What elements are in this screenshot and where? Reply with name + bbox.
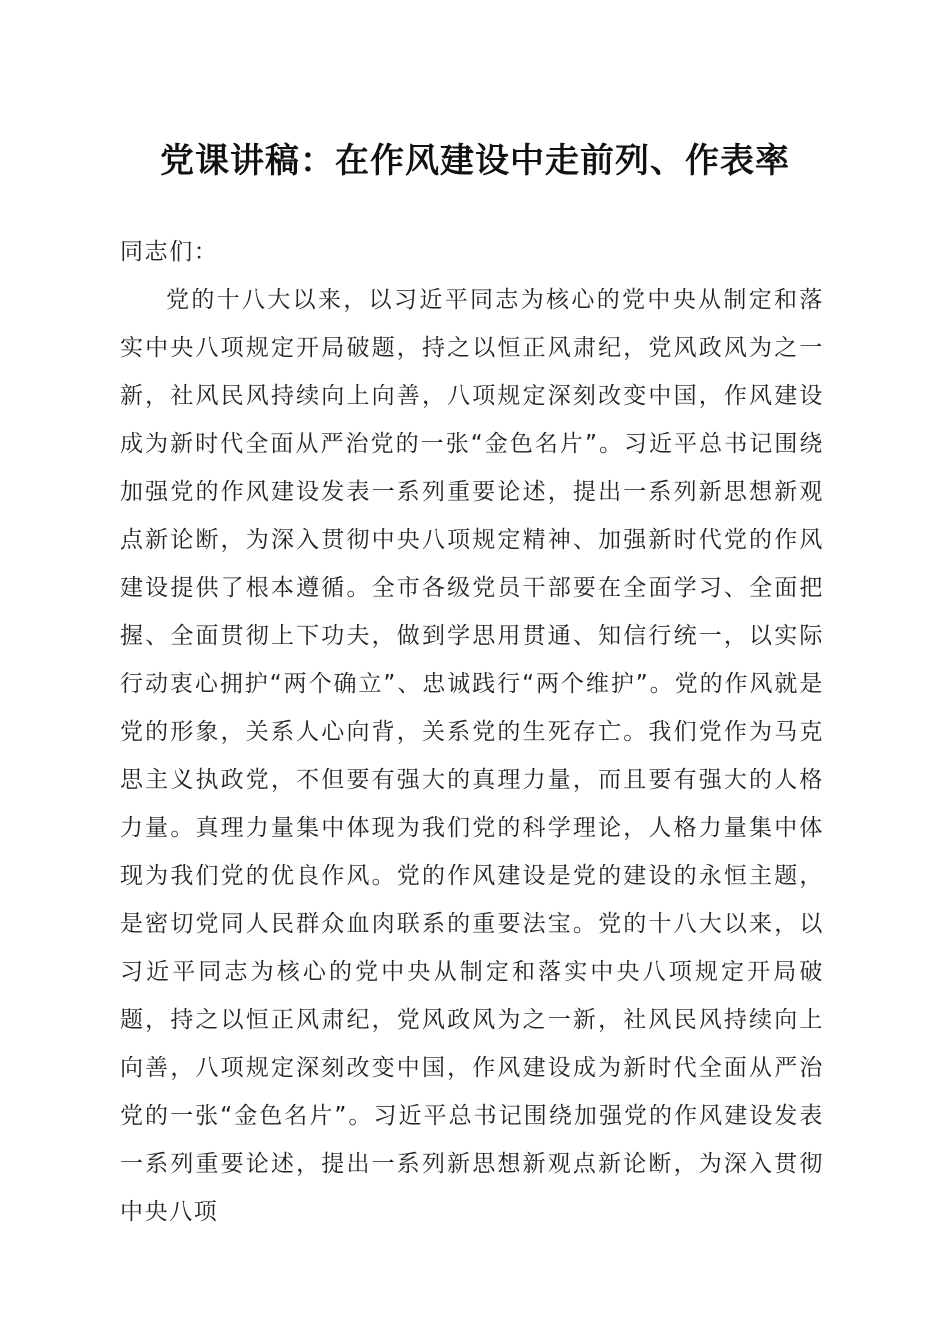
document-title: 党课讲稿：在作风建设中走前列、作表率 bbox=[160, 141, 790, 181]
body-paragraph: 党的十八大以来，以习近平同志为核心的党中央从制定和落实中央八项规定开局破题，持之以恒正风肃纪，党风政风为之一新，社风民风持续向上向善，八项规定深刻改变中国，作风建设成为新时代全面从严治党的一张“金色名片”。习近平总书记围绕加强党的作风建设发表一系列重要论述，提出一系列新思想新观点新论断，为深入贯彻中央八项规定精神、加强新时代党的作风建设提供了根本遵循。全市各级党员干部要在全面学习、全面把握、全面贯彻上下功夫，做到学思用贯通、知信行统一，以实际行动衷心拥护“两个确立”、忠诚践行“两个维护”。党的作风就是党的形象，关系人心向背，关系党的生死存亡。我们党作为马克思主义执政党，不但要有强大的真理力量，而且要有强大的人格力量。真理力量集中体现为我们党的科学理论，人格力量集中体现为我们党的优良作风。党的作风建设是党的建设的永恒主题，是密切党同人民群众血肉联系的重要法宝。党的十八大以来，以习近平同志为核心的党中央从制定和落实中央八项规定开局破题，持之以恒正风肃纪，党风政风为之一新，社风民风持续向上向善，八项规定深刻改变中国，作风建设成为新时代全面从严治党的一张“金色名片”。习近平总书记围绕加强党的作风建设发表一系列重要论述，提出一系列新思想新观点新论断，为深入贯彻中央八项 bbox=[120, 287, 824, 1225]
document-body bbox=[120, 228, 824, 1236]
salutation: 同志们： bbox=[120, 239, 219, 265]
